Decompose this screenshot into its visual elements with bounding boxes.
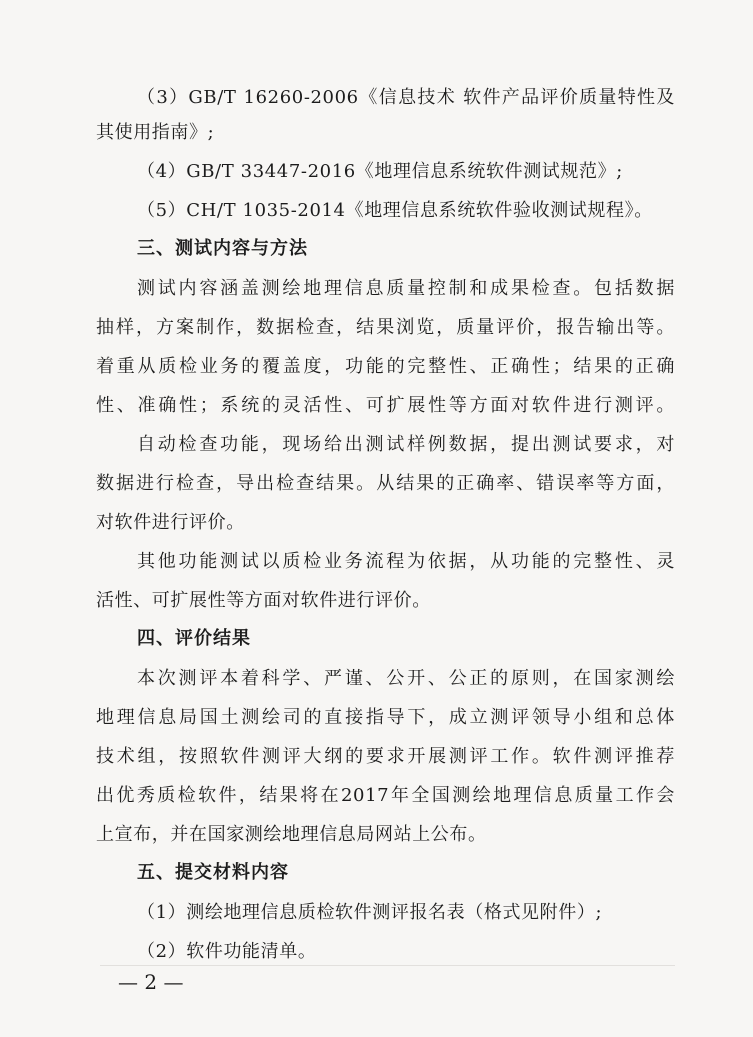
paragraph-4-line-1: 本次测评本着科学、严谨、公开、公正的原则，在国家测绘: [137, 668, 675, 689]
paragraph-1-line-3: 着重从质检业务的覆盖度，功能的完整性、正确性；结果的正确: [96, 356, 675, 377]
page-number: — 2 —: [118, 970, 184, 994]
reference-line-4: （4）GB/T 33447-2016《地理信息系统软件测试规范》;: [137, 161, 623, 182]
section-heading-4: 四、评价结果: [137, 628, 251, 649]
reference-line-3b: 其使用指南》;: [96, 122, 215, 143]
paragraph-2-line-3: 对软件进行评价。: [96, 512, 245, 533]
material-item-2: （2）软件功能清单。: [137, 941, 317, 962]
paragraph-1-line-4: 性、准确性；系统的灵活性、可扩展性等方面对软件进行测评。: [96, 395, 675, 416]
paragraph-4-line-5: 上宣布，并在国家测绘地理信息局网站上公布。: [96, 824, 487, 845]
paragraph-4-line-4: 出优秀质检软件，结果将在2017年全国测绘地理信息质量工作会: [96, 785, 675, 806]
reference-line-3a: （3）GB/T 16260-2006《信息技术 软件产品评价质量特性及: [137, 87, 675, 108]
paragraph-4-line-3: 技术组，按照软件测评大纲的要求开展测评工作。软件测评推荐: [96, 746, 675, 767]
paragraph-3-line-1: 其他功能测试以质检业务流程为依据，从功能的完整性、灵: [137, 551, 675, 572]
section-heading-5: 五、提交材料内容: [137, 862, 289, 883]
paragraph-2-line-2: 数据进行检查，导出检查结果。从结果的正确率、错误率等方面，: [96, 473, 675, 494]
footer-divider: [100, 965, 675, 966]
paragraph-1-line-1: 测试内容涵盖测绘地理信息质量控制和成果检查。包括数据: [137, 278, 675, 299]
reference-line-5: （5）CH/T 1035-2014《地理信息系统软件验收测试规程》。: [137, 200, 653, 221]
material-item-1: （1）测绘地理信息质检软件测评报名表（格式见附件）;: [137, 902, 603, 923]
paragraph-4-line-2: 地理信息局国土测绘司的直接指导下，成立测评领导小组和总体: [96, 707, 675, 728]
section-heading-3: 三、测试内容与方法: [137, 238, 308, 259]
paragraph-3-line-2: 活性、可扩展性等方面对软件进行评价。: [96, 590, 431, 611]
paragraph-1-line-2: 抽样，方案制作，数据检查，结果浏览，质量评价，报告输出等。: [96, 317, 675, 338]
paragraph-2-line-1: 自动检查功能，现场给出测试样例数据，提出测试要求，对: [137, 434, 675, 455]
